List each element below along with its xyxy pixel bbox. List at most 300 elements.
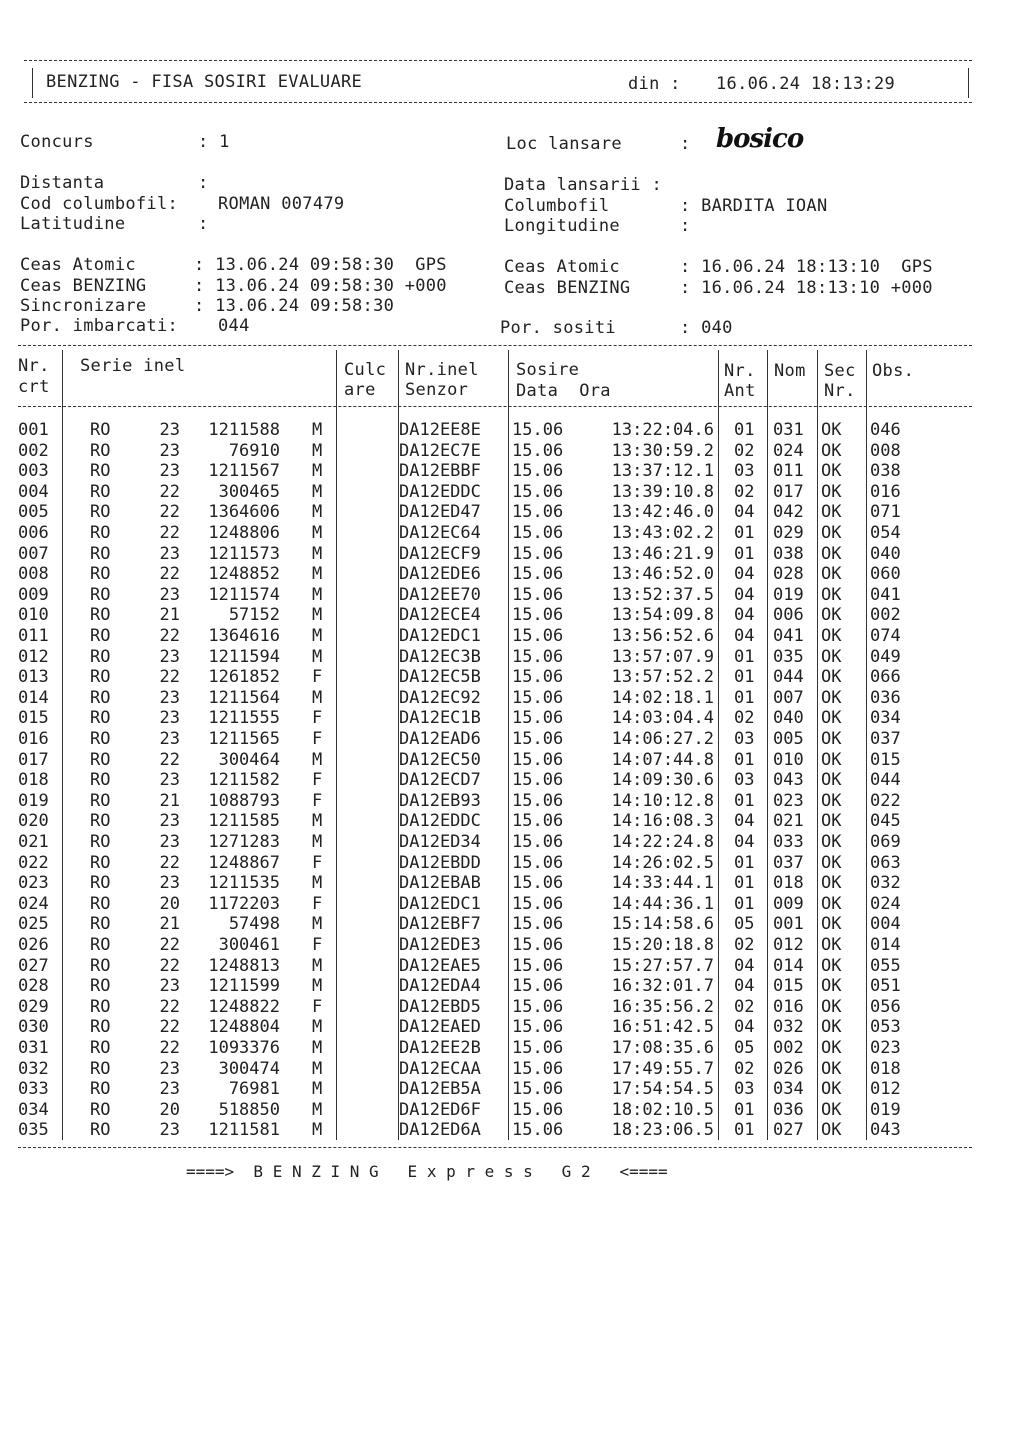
imbarcati-value: 044: [218, 316, 250, 336]
row-nom: 007: [773, 687, 804, 708]
row-obs: 063: [870, 852, 901, 873]
row-country: RO: [90, 1079, 111, 1100]
row-nr: 031: [18, 1038, 49, 1058]
row-date: 15.06: [512, 646, 564, 667]
row-time: 13:46:52.0: [611, 564, 714, 585]
row-time: 14:33:44.1: [611, 873, 714, 894]
row-obs: 069: [870, 832, 901, 852]
row-sec: OK: [821, 1079, 842, 1100]
header-top-rule: [24, 60, 972, 61]
row-nom: 015: [773, 976, 804, 997]
row-obs: 018: [870, 1058, 901, 1079]
row-date: 15.06: [512, 1099, 564, 1120]
row-obs: 016: [870, 481, 901, 502]
row-year: 23: [159, 584, 180, 605]
row-obs: 056: [870, 996, 901, 1017]
row-sec: OK: [821, 667, 842, 688]
row-nr: 016: [18, 729, 49, 749]
col-sec-1: Sec: [824, 361, 856, 381]
row-ant: 04: [734, 811, 755, 832]
row-sex: M: [312, 832, 323, 852]
row-ant: 01: [734, 523, 755, 543]
row-obs: 019: [870, 1099, 901, 1120]
row-ant: 01: [734, 687, 755, 708]
row-time: 13:37:12.1: [611, 461, 714, 482]
row-time: 13:57:07.9: [611, 646, 714, 667]
row-sensor: DA12EBF7: [399, 914, 481, 935]
row-ring: 300464: [218, 749, 280, 770]
din-label: din :: [628, 74, 681, 94]
row-sec: OK: [821, 461, 842, 482]
row-sensor: DA12EC64: [399, 523, 481, 543]
row-ring: 1248822: [208, 996, 280, 1017]
row-year: 22: [159, 996, 180, 1017]
row-ant: 04: [734, 502, 755, 523]
row-sensor: DA12EE70: [399, 584, 481, 605]
row-ring: 1211535: [208, 873, 280, 894]
row-sec: OK: [821, 790, 842, 811]
row-country: RO: [90, 811, 111, 832]
row-sex: M: [312, 461, 323, 482]
row-time: 13:39:10.8: [611, 481, 714, 502]
row-ring: 1364606: [208, 502, 280, 523]
row-time: 16:32:01.7: [611, 976, 714, 997]
row-nom: 042: [773, 502, 804, 523]
row-year: 20: [159, 893, 180, 914]
row-nr: 003: [18, 461, 49, 482]
row-ant: 04: [734, 564, 755, 585]
row-obs: 036: [870, 687, 901, 708]
row-nr: 008: [18, 564, 49, 585]
row-nom: 028: [773, 564, 804, 585]
row-obs: 060: [870, 564, 901, 585]
row-sec: OK: [821, 523, 842, 543]
latitudine-sep: :: [198, 214, 209, 234]
row-ant: 01: [734, 543, 755, 564]
row-date: 15.06: [512, 749, 564, 770]
row-time: 14:16:08.3: [611, 811, 714, 832]
row-obs: 054: [870, 523, 901, 543]
row-ant: 02: [734, 996, 755, 1017]
row-sensor: DA12EDC1: [399, 626, 481, 646]
loc-lansare-handwritten: bosico: [716, 124, 804, 154]
row-sec: OK: [821, 584, 842, 605]
sheet-title: BENZING - FISA SOSIRI EVALUARE: [46, 72, 363, 92]
row-sex: M: [312, 626, 323, 646]
left-atomic-value: : 13.06.24 09:58:30 GPS: [194, 255, 447, 275]
row-nr: 030: [18, 1017, 49, 1038]
row-sensor: DA12EDDC: [399, 811, 481, 832]
row-country: RO: [90, 935, 111, 955]
row-sensor: DA12ECAA: [399, 1058, 481, 1079]
row-sex: F: [312, 790, 323, 811]
row-country: RO: [90, 873, 111, 894]
row-ant: 03: [734, 1079, 755, 1100]
row-nr: 025: [18, 914, 49, 935]
row-time: 15:20:18.8: [611, 935, 714, 955]
row-nr: 019: [18, 790, 49, 811]
row-nr: 004: [18, 481, 49, 502]
row-ring: 1088793: [208, 790, 280, 811]
row-nom: 023: [773, 790, 804, 811]
row-date: 15.06: [512, 1058, 564, 1079]
row-sensor: DA12ED47: [399, 502, 481, 523]
row-sex: M: [312, 564, 323, 585]
row-sec: OK: [821, 1120, 842, 1141]
row-ant: 01: [734, 852, 755, 873]
row-obs: 022: [870, 790, 901, 811]
row-ring: 1211582: [208, 770, 280, 791]
row-year: 23: [159, 440, 180, 461]
footer-brand: ====> B E N Z I N G E x p r e s s G 2 <====: [186, 1162, 668, 1181]
row-year: 21: [159, 790, 180, 811]
row-sex: M: [312, 420, 323, 440]
row-sec: OK: [821, 893, 842, 914]
row-sex: M: [312, 955, 323, 976]
distanta-sep: :: [198, 173, 209, 193]
row-sex: F: [312, 893, 323, 914]
row-country: RO: [90, 626, 111, 646]
sep-nom: [817, 350, 818, 1140]
row-nom: 006: [773, 605, 804, 626]
row-sensor: DA12EC3B: [399, 646, 481, 667]
header-bottom-rule: [24, 102, 972, 103]
col-obs: Obs.: [872, 361, 915, 381]
row-time: 18:23:06.5: [611, 1120, 714, 1141]
row-year: 23: [159, 1079, 180, 1100]
table-header-bottom-rule: [18, 406, 972, 407]
row-year: 23: [159, 832, 180, 852]
row-sensor: DA12EBBF: [399, 461, 481, 482]
row-sex: M: [312, 914, 323, 935]
row-time: 14:26:02.5: [611, 852, 714, 873]
row-obs: 045: [870, 811, 901, 832]
row-sex: F: [312, 770, 323, 791]
row-sec: OK: [821, 502, 842, 523]
row-sec: OK: [821, 729, 842, 749]
row-ant: 04: [734, 955, 755, 976]
col-nrant-2: Ant: [724, 381, 756, 401]
row-ant: 01: [734, 893, 755, 914]
longitudine-label: Longitudine: [504, 216, 620, 236]
row-nr: 029: [18, 996, 49, 1017]
row-ant: 01: [734, 873, 755, 894]
left-benzing-label: Ceas BENZING: [20, 276, 147, 296]
row-obs: 074: [870, 626, 901, 646]
row-nom: 002: [773, 1038, 804, 1058]
row-ant: 02: [734, 1058, 755, 1079]
row-country: RO: [90, 893, 111, 914]
row-sensor: DA12EAED: [399, 1017, 481, 1038]
row-sec: OK: [821, 626, 842, 646]
sincronizare-label: Sincronizare: [20, 296, 147, 316]
row-time: 15:27:57.7: [611, 955, 714, 976]
row-sex: F: [312, 996, 323, 1017]
row-year: 22: [159, 749, 180, 770]
row-ring: 1211573: [208, 543, 280, 564]
longitudine-sep: :: [680, 216, 691, 236]
row-ring: 1248806: [208, 523, 280, 543]
row-sex: M: [312, 502, 323, 523]
row-ant: 01: [734, 749, 755, 770]
row-nr: 011: [18, 626, 49, 646]
row-date: 15.06: [512, 770, 564, 791]
col-culc-1: Culc: [344, 360, 387, 380]
row-sex: F: [312, 852, 323, 873]
row-year: 21: [159, 605, 180, 626]
left-atomic-label: Ceas Atomic: [20, 255, 136, 275]
row-sex: M: [312, 523, 323, 543]
row-date: 15.06: [512, 440, 564, 461]
row-time: 17:08:35.6: [611, 1038, 714, 1058]
row-country: RO: [90, 790, 111, 811]
row-obs: 046: [870, 420, 901, 440]
row-year: 23: [159, 1120, 180, 1141]
row-sensor: DA12ECD7: [399, 770, 481, 791]
row-obs: 049: [870, 646, 901, 667]
row-ring: 1211567: [208, 461, 280, 482]
row-nom: 001: [773, 914, 804, 935]
row-date: 15.06: [512, 955, 564, 976]
row-sec: OK: [821, 687, 842, 708]
row-obs: 055: [870, 955, 901, 976]
row-time: 16:51:42.5: [611, 1017, 714, 1038]
row-sec: OK: [821, 708, 842, 729]
row-sensor: DA12EC1B: [399, 708, 481, 729]
row-sensor: DA12ED6F: [399, 1099, 481, 1120]
row-country: RO: [90, 687, 111, 708]
row-nom: 035: [773, 646, 804, 667]
col-serie: Serie inel: [80, 356, 186, 376]
row-date: 15.06: [512, 729, 564, 749]
row-time: 15:14:58.6: [611, 914, 714, 935]
row-sensor: DA12EDA4: [399, 976, 481, 997]
row-sensor: DA12EDE3: [399, 935, 481, 955]
row-obs: 038: [870, 461, 901, 482]
row-sensor: DA12ED34: [399, 832, 481, 852]
row-sensor: DA12EAD6: [399, 729, 481, 749]
row-nom: 036: [773, 1099, 804, 1120]
row-ring: 1211599: [208, 976, 280, 997]
row-sex: M: [312, 1099, 323, 1120]
row-sec: OK: [821, 543, 842, 564]
row-country: RO: [90, 955, 111, 976]
row-year: 23: [159, 420, 180, 440]
row-ring: 300474: [218, 1058, 280, 1079]
row-nr: 021: [18, 832, 49, 852]
row-time: 17:54:54.5: [611, 1079, 714, 1100]
row-obs: 037: [870, 729, 901, 749]
row-time: 14:02:18.1: [611, 687, 714, 708]
row-nom: 019: [773, 584, 804, 605]
row-nom: 043: [773, 770, 804, 791]
row-nr: 027: [18, 955, 49, 976]
row-country: RO: [90, 996, 111, 1017]
row-time: 13:54:09.8: [611, 605, 714, 626]
row-ant: 03: [734, 729, 755, 749]
row-date: 15.06: [512, 893, 564, 914]
row-sensor: DA12ED6A: [399, 1120, 481, 1141]
row-date: 15.06: [512, 996, 564, 1017]
row-ring: 76981: [228, 1079, 280, 1100]
row-time: 13:42:46.0: [611, 502, 714, 523]
row-ring: 1211588: [208, 420, 280, 440]
row-ant: 02: [734, 440, 755, 461]
row-date: 15.06: [512, 708, 564, 729]
row-ring: 1211574: [208, 584, 280, 605]
row-date: 15.06: [512, 1017, 564, 1038]
row-sensor: DA12ECF9: [399, 543, 481, 564]
row-sensor: DA12EB5A: [399, 1079, 481, 1100]
header-right-bar: [968, 68, 969, 98]
row-year: 23: [159, 646, 180, 667]
row-nr: 018: [18, 770, 49, 791]
row-ring: 1093376: [208, 1038, 280, 1058]
row-date: 15.06: [512, 481, 564, 502]
row-sec: OK: [821, 935, 842, 955]
row-date: 15.06: [512, 543, 564, 564]
row-obs: 040: [870, 543, 901, 564]
row-country: RO: [90, 461, 111, 482]
table-bottom-rule: [18, 1147, 972, 1148]
row-nom: 017: [773, 481, 804, 502]
row-ant: 04: [734, 832, 755, 852]
row-sex: M: [312, 1120, 323, 1141]
row-sec: OK: [821, 605, 842, 626]
row-sex: M: [312, 687, 323, 708]
row-time: 14:22:24.8: [611, 832, 714, 852]
row-nr: 006: [18, 523, 49, 543]
row-obs: 008: [870, 440, 901, 461]
col-nr-1: Nr.: [18, 356, 50, 376]
row-sec: OK: [821, 564, 842, 585]
row-ant: 02: [734, 935, 755, 955]
row-obs: 014: [870, 935, 901, 955]
row-sensor: DA12EDE6: [399, 564, 481, 585]
row-ant: 01: [734, 420, 755, 440]
row-date: 15.06: [512, 873, 564, 894]
row-ring: 300461: [218, 935, 280, 955]
row-sensor: DA12EBAB: [399, 873, 481, 894]
row-sex: F: [312, 729, 323, 749]
row-obs: 043: [870, 1120, 901, 1141]
row-year: 23: [159, 708, 180, 729]
row-sec: OK: [821, 1058, 842, 1079]
row-nr: 023: [18, 873, 49, 894]
row-ring: 1211585: [208, 811, 280, 832]
row-nom: 024: [773, 440, 804, 461]
row-time: 13:30:59.2: [611, 440, 714, 461]
row-year: 22: [159, 502, 180, 523]
row-ring: 1211594: [208, 646, 280, 667]
row-country: RO: [90, 1099, 111, 1120]
row-nom: 012: [773, 935, 804, 955]
row-date: 15.06: [512, 1038, 564, 1058]
row-sensor: DA12EE2B: [399, 1038, 481, 1058]
row-sex: M: [312, 646, 323, 667]
row-time: 14:44:36.1: [611, 893, 714, 914]
row-date: 15.06: [512, 420, 564, 440]
row-nom: 038: [773, 543, 804, 564]
row-ring: 300465: [218, 481, 280, 502]
row-sensor: DA12EBD5: [399, 996, 481, 1017]
row-sec: OK: [821, 440, 842, 461]
row-nom: 041: [773, 626, 804, 646]
row-ring: 1248804: [208, 1017, 280, 1038]
row-date: 15.06: [512, 832, 564, 852]
row-year: 22: [159, 935, 180, 955]
row-time: 13:22:04.6: [611, 420, 714, 440]
row-nr: 013: [18, 667, 49, 688]
row-ring: 1172203: [208, 893, 280, 914]
row-time: 13:56:52.6: [611, 626, 714, 646]
row-ant: 02: [734, 481, 755, 502]
columbofil-label: Columbofil: [504, 196, 610, 216]
row-obs: 012: [870, 1079, 901, 1100]
col-sosire-1: Sosire: [516, 360, 580, 380]
cod-columbofil-label: Cod columbofil:: [20, 194, 179, 214]
concurs-label: Concurs: [20, 132, 94, 152]
row-nom: 014: [773, 955, 804, 976]
row-sex: M: [312, 1017, 323, 1038]
row-year: 22: [159, 626, 180, 646]
row-sensor: DA12EAE5: [399, 955, 481, 976]
row-nr: 005: [18, 502, 49, 523]
row-sex: M: [312, 811, 323, 832]
row-ant: 01: [734, 1120, 755, 1141]
row-year: 22: [159, 852, 180, 873]
col-culc-2: are: [344, 380, 376, 400]
row-year: 23: [159, 729, 180, 749]
row-country: RO: [90, 729, 111, 749]
row-country: RO: [90, 1038, 111, 1058]
loc-lansare-sep: :: [680, 134, 691, 154]
row-nom: 021: [773, 811, 804, 832]
row-time: 14:07:44.8: [611, 749, 714, 770]
row-sensor: DA12EE8E: [399, 420, 481, 440]
row-obs: 004: [870, 914, 901, 935]
row-nom: 011: [773, 461, 804, 482]
row-ring: 1248813: [208, 955, 280, 976]
row-date: 15.06: [512, 584, 564, 605]
row-year: 23: [159, 1058, 180, 1079]
row-ant: 03: [734, 770, 755, 791]
col-nr-2: crt: [18, 377, 50, 397]
row-date: 15.06: [512, 461, 564, 482]
row-year: 23: [159, 976, 180, 997]
row-country: RO: [90, 852, 111, 873]
row-sex: M: [312, 1079, 323, 1100]
row-nr: 026: [18, 935, 49, 955]
row-country: RO: [90, 584, 111, 605]
row-date: 15.06: [512, 605, 564, 626]
row-date: 15.06: [512, 502, 564, 523]
row-sex: F: [312, 935, 323, 955]
row-sec: OK: [821, 481, 842, 502]
row-ring: 518850: [218, 1099, 280, 1120]
row-sec: OK: [821, 976, 842, 997]
row-country: RO: [90, 708, 111, 729]
col-nrinel-2: Senzor: [405, 380, 469, 400]
row-ring: 57152: [228, 605, 280, 626]
row-date: 15.06: [512, 914, 564, 935]
row-sec: OK: [821, 770, 842, 791]
row-country: RO: [90, 481, 111, 502]
col-sec-2: Nr.: [824, 381, 856, 401]
row-date: 15.06: [512, 626, 564, 646]
row-ring: 1271283: [208, 832, 280, 852]
row-nom: 040: [773, 708, 804, 729]
